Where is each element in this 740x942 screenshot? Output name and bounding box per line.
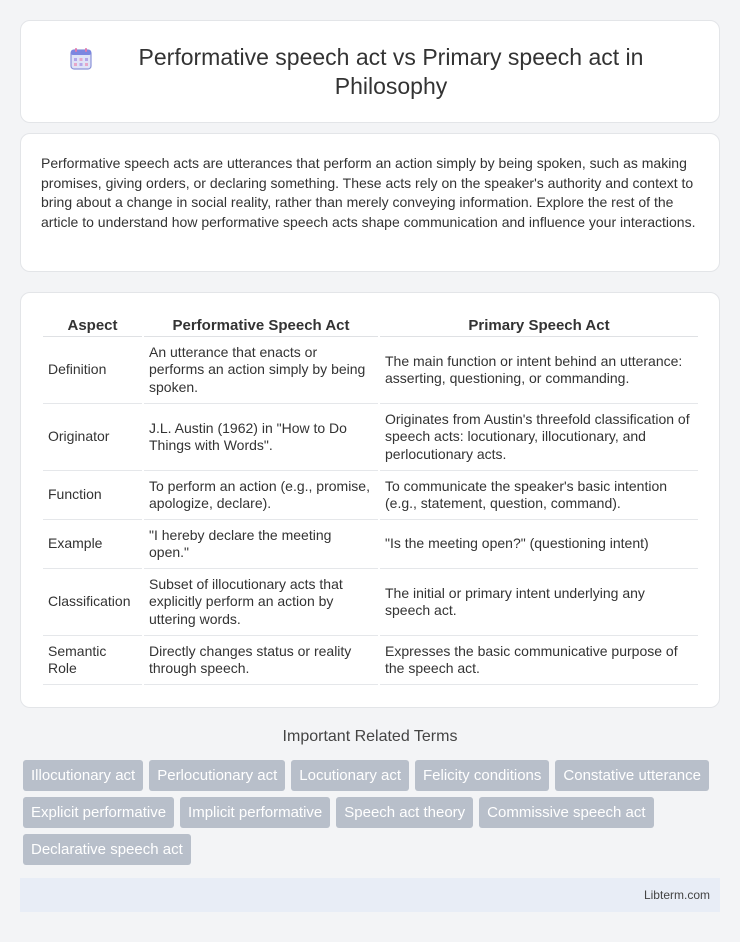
calendar-icon xyxy=(69,47,93,71)
cell-primary: To communicate the speaker's basic intention (e.g., statement, question, command). xyxy=(379,471,698,520)
cell-aspect: Semantic Role xyxy=(43,636,143,685)
cell-performative: "I hereby declare the meeting open." xyxy=(143,520,379,569)
cell-primary: "Is the meeting open?" (questioning intent) xyxy=(379,520,698,569)
cell-performative: J.L. Austin (1962) in "How to Do Things with Words". xyxy=(143,404,379,471)
related-terms-list xyxy=(23,760,723,871)
cell-performative: To perform an action (e.g., promise, apologize, declare). xyxy=(143,471,379,520)
cell-primary: Originates from Austin's threefold classification of speech acts: locutionary, illocutionary, and perlocutionary acts. xyxy=(379,404,698,471)
tag-illocutionary-act[interactable]: Illocutionary act xyxy=(23,760,143,791)
cell-aspect: Function xyxy=(43,471,143,520)
comparison-table-card xyxy=(20,292,720,708)
footer xyxy=(20,878,720,912)
cell-primary: The main function or intent behind an utterance: asserting, questioning, or commanding. xyxy=(379,337,698,404)
page-title: Performative speech act vs Primary speech act in Philosophy xyxy=(138,43,644,99)
cell-aspect: Originator xyxy=(43,404,143,471)
table-row xyxy=(43,636,698,685)
table-row xyxy=(43,569,698,636)
tag-speech-act-theory[interactable]: Speech act theory xyxy=(336,797,473,828)
cell-aspect: Classification xyxy=(43,569,143,636)
cell-primary: Expresses the basic communicative purpose of the speech act. xyxy=(379,636,698,685)
comparison-table xyxy=(43,313,698,685)
intro-card xyxy=(20,133,720,272)
footer-brand-link[interactable]: Libterm.com xyxy=(643,888,710,902)
table-row xyxy=(43,520,698,569)
intro-text: Performative speech acts are utterances that perform an action simply by being spoken, such as making promises, giving orders, or declaring something. These acts rely on the speaker's authority and context to bring about a change in social reality, rather than merely conveying information. Explore the rest of the article to understand how performative speech acts shape communication and influence your interactions. xyxy=(41,155,696,230)
cell-primary: The initial or primary intent underlying any speech act. xyxy=(379,569,698,636)
tag-commissive-speech-act[interactable]: Commissive speech act xyxy=(479,797,653,828)
tag-constative-utterance[interactable]: Constative utterance xyxy=(555,760,709,791)
related-terms-title: Important Related Terms xyxy=(282,728,458,745)
header-primary: Primary Speech Act xyxy=(379,313,698,337)
table-row xyxy=(43,337,698,404)
tag-implicit-performative[interactable]: Implicit performative xyxy=(180,797,330,828)
title-wrap xyxy=(69,43,671,101)
tag-perlocutionary-act[interactable]: Perlocutionary act xyxy=(149,760,285,791)
header-performative: Performative Speech Act xyxy=(143,313,379,337)
tag-declarative-speech-act[interactable]: Declarative speech act xyxy=(23,834,191,865)
cell-performative: Directly changes status or reality through speech. xyxy=(143,636,379,685)
cell-performative: An utterance that enacts or performs an action simply by being spoken. xyxy=(143,337,379,404)
tag-explicit-performative[interactable]: Explicit performative xyxy=(23,797,174,828)
title-card xyxy=(20,20,720,123)
cell-aspect: Example xyxy=(43,520,143,569)
header-aspect: Aspect xyxy=(43,313,143,337)
table-row xyxy=(43,471,698,520)
table-row xyxy=(43,404,698,471)
tag-felicity-conditions[interactable]: Felicity conditions xyxy=(415,760,549,791)
cell-performative: Subset of illocutionary acts that explicitly perform an action by uttering words. xyxy=(143,569,379,636)
cell-aspect: Definition xyxy=(43,337,143,404)
table-header-row xyxy=(43,313,698,337)
tag-locutionary-act[interactable]: Locutionary act xyxy=(291,760,409,791)
